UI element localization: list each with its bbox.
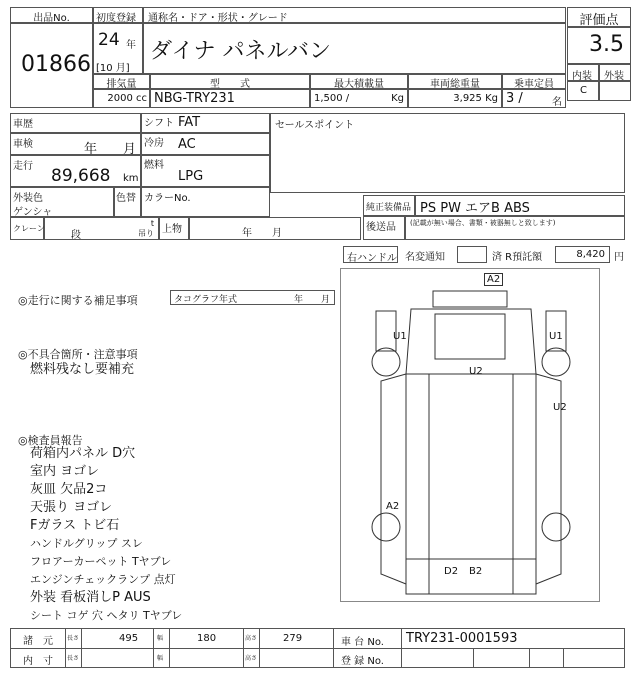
damage-mark: B2	[469, 566, 483, 577]
max-load-label: 最大積載量	[334, 79, 384, 90]
sales-point-cell	[270, 113, 625, 193]
lot-number: 01866	[21, 52, 91, 77]
reg-year: 24	[98, 30, 120, 50]
capacity-cell	[502, 89, 566, 108]
max-load: 1,500 /	[314, 93, 350, 104]
equipment-label-cell	[363, 195, 415, 216]
color-change-cell	[114, 187, 141, 217]
height: 279	[283, 633, 303, 644]
exterior-grade-cell	[599, 81, 631, 101]
shift-cell	[141, 113, 270, 133]
length: 495	[119, 633, 139, 644]
delivery-label-cell	[363, 216, 405, 240]
report-item: 室内 ヨゴレ	[30, 464, 100, 479]
model-label: 型 式	[210, 79, 250, 90]
width-label: 幅	[157, 635, 164, 642]
body-label: 上物	[162, 224, 182, 235]
inspection-value: 年 月	[83, 142, 136, 157]
damage-mark: A2	[386, 501, 400, 512]
first-reg-label-cell	[93, 7, 143, 23]
color-no-label: カラーNo.	[144, 193, 191, 204]
name-label-cell	[143, 7, 566, 23]
crane-label: クレーン	[13, 224, 45, 233]
first-reg-cell	[93, 23, 143, 74]
report-item: シート コゲ 穴 ヘタリ Tヤブレ	[30, 609, 183, 622]
history-label: 車歴	[13, 119, 33, 130]
displacement: 2000 cc	[107, 93, 147, 104]
delivery-label: 後送品	[366, 222, 396, 233]
gross-cell	[408, 89, 502, 108]
report-item: ハンドルグリップ スレ	[30, 537, 143, 550]
gross-label: 車両総重量	[430, 79, 480, 90]
capacity-label-cell	[502, 74, 566, 89]
fuel: LPG	[178, 169, 204, 184]
mileage: 89,668	[51, 166, 111, 186]
width: 180	[197, 633, 217, 644]
mileage-label: 走行	[13, 161, 33, 172]
ac-cell	[141, 133, 270, 155]
displacement-label: 排気量	[106, 79, 137, 90]
interior-label: 内装	[572, 71, 592, 82]
inspection-label: 車検	[13, 139, 33, 150]
color-cell	[10, 187, 114, 217]
defect-item: 燃料残なし要補充	[30, 362, 135, 377]
report-item: エンジンチェックランプ 点灯	[30, 573, 176, 586]
truck-outline-icon	[341, 269, 599, 601]
name-label: 通称名・ドア・形状・グレード	[148, 13, 288, 24]
lot-number-cell	[10, 23, 93, 108]
damage-diagram	[340, 268, 600, 602]
first-reg-label: 初度登録	[96, 13, 136, 24]
color-label: 外装色	[13, 193, 43, 204]
max-load-unit: Kg	[391, 93, 404, 104]
car-name: ダイナ パネルバン	[150, 39, 332, 64]
driving-title: ◎走行に関する補足事項	[18, 294, 138, 307]
reg-year-unit: 年	[126, 40, 136, 51]
capacity-unit: 名	[552, 97, 562, 108]
inner-height-label: 高さ	[245, 655, 258, 662]
height-label: 高さ	[245, 635, 258, 642]
inspector-title: ◎検査員報告	[18, 434, 83, 447]
body-label-cell	[159, 217, 189, 240]
max-load-label-cell	[310, 74, 408, 89]
shift-label: シフト	[144, 118, 174, 129]
mileage-unit: km	[123, 173, 139, 184]
fuel-cell	[141, 155, 270, 187]
yen: 円	[614, 252, 624, 263]
dimensions-table	[10, 628, 625, 668]
model-label-cell	[150, 74, 310, 89]
chassis-number: TRY231-0001593	[406, 631, 518, 646]
recycle-cell	[555, 246, 610, 263]
damage-mark: U2	[469, 366, 483, 377]
equipment-cell	[415, 195, 625, 216]
crane-cell	[44, 217, 159, 240]
score-label-cell	[567, 7, 631, 27]
dims-label: 諸 元	[23, 636, 53, 647]
color-no-cell	[141, 187, 270, 217]
capacity-label: 乗車定員	[514, 79, 554, 90]
damage-mark: D2	[444, 566, 459, 577]
defect-title: ◎不具合箇所・注意事項	[18, 348, 138, 361]
max-load-cell	[310, 89, 408, 108]
crane-stage: 段	[71, 230, 81, 241]
mileage-cell	[10, 155, 141, 187]
recycle-amount: 8,420	[576, 249, 605, 260]
inspector-report	[30, 445, 182, 625]
damage-mark: U2	[553, 402, 567, 413]
damage-mark: A2	[484, 273, 503, 286]
body-value: 年 月	[242, 228, 282, 239]
report-item: Fガラス トビ石	[30, 518, 120, 533]
lot-label-cell	[10, 7, 93, 23]
report-item: 外装 看板消しP AUS	[30, 590, 151, 605]
ac-label: 冷房	[144, 138, 164, 149]
color-change-label: 色替	[116, 193, 136, 204]
model-cell	[150, 89, 310, 108]
equipment-label: 純正装備品	[366, 203, 412, 213]
crane-label-cell	[10, 217, 44, 240]
lot-label: 出品No.	[33, 13, 70, 24]
sales-point-label: セールスポイント	[275, 120, 355, 131]
body-cell	[189, 217, 361, 240]
tacho-label: タコグラフ年式	[174, 295, 238, 305]
damage-mark: U1	[393, 331, 407, 342]
displacement-label-cell	[93, 74, 150, 89]
inner-label: 内 寸	[23, 656, 53, 667]
tacho-value: 年 月	[293, 295, 330, 305]
report-item: 灰皿 欠品2コ	[30, 482, 108, 497]
interior-grade: C	[580, 85, 587, 96]
car-name-cell	[143, 23, 566, 74]
inner-length-label: 長さ	[67, 655, 80, 662]
damage-mark: U1	[549, 331, 563, 342]
recycle-label: 済 R預託額	[492, 252, 543, 263]
model: NBG-TRY231	[154, 91, 235, 106]
history-cell	[10, 113, 141, 133]
fuel-label: 燃料	[144, 160, 164, 171]
delivery-cell	[405, 216, 625, 240]
reg-month: [10 月]	[96, 63, 130, 74]
score: 3.5	[589, 32, 624, 57]
shift: FAT	[178, 115, 201, 130]
report-item: フロアーカーペット Tヤブレ	[30, 555, 172, 568]
gross-weight: 3,925 Kg	[453, 93, 498, 104]
rhd: 右ハンドル	[347, 253, 397, 264]
gross-label-cell	[408, 74, 502, 89]
exterior-label: 外装	[604, 71, 624, 82]
exterior-label-cell	[599, 64, 631, 81]
delivery-note: (記載が無い場合、書類・被器無しと致します)	[410, 219, 556, 227]
displacement-cell	[93, 89, 150, 108]
inspection-cell	[10, 133, 141, 155]
capacity: 3 /	[506, 91, 523, 106]
score-cell	[567, 27, 631, 64]
defect-list	[30, 361, 134, 378]
interior-label-cell	[567, 64, 599, 81]
color: ゲンシャ	[13, 207, 53, 218]
name-change-box	[457, 246, 487, 263]
reg-label: 登 録 No.	[341, 656, 384, 667]
inner-width-label: 幅	[157, 655, 164, 662]
report-item: 天張り ヨゴレ	[30, 500, 113, 515]
chassis-label: 車 台 No.	[341, 637, 384, 648]
report-item: 荷箱内パネル D穴	[30, 446, 136, 461]
interior-grade-cell	[567, 81, 599, 101]
equipment: PS PW エアB ABS	[420, 201, 530, 216]
length-label: 長さ	[67, 635, 80, 642]
tacho-cell	[170, 290, 335, 305]
crane-ton: t 吊り	[138, 219, 154, 238]
rhd-cell	[343, 246, 398, 263]
name-change-label: 名変通知	[405, 252, 445, 263]
score-label: 評価点	[579, 13, 619, 28]
ac: AC	[178, 137, 196, 152]
